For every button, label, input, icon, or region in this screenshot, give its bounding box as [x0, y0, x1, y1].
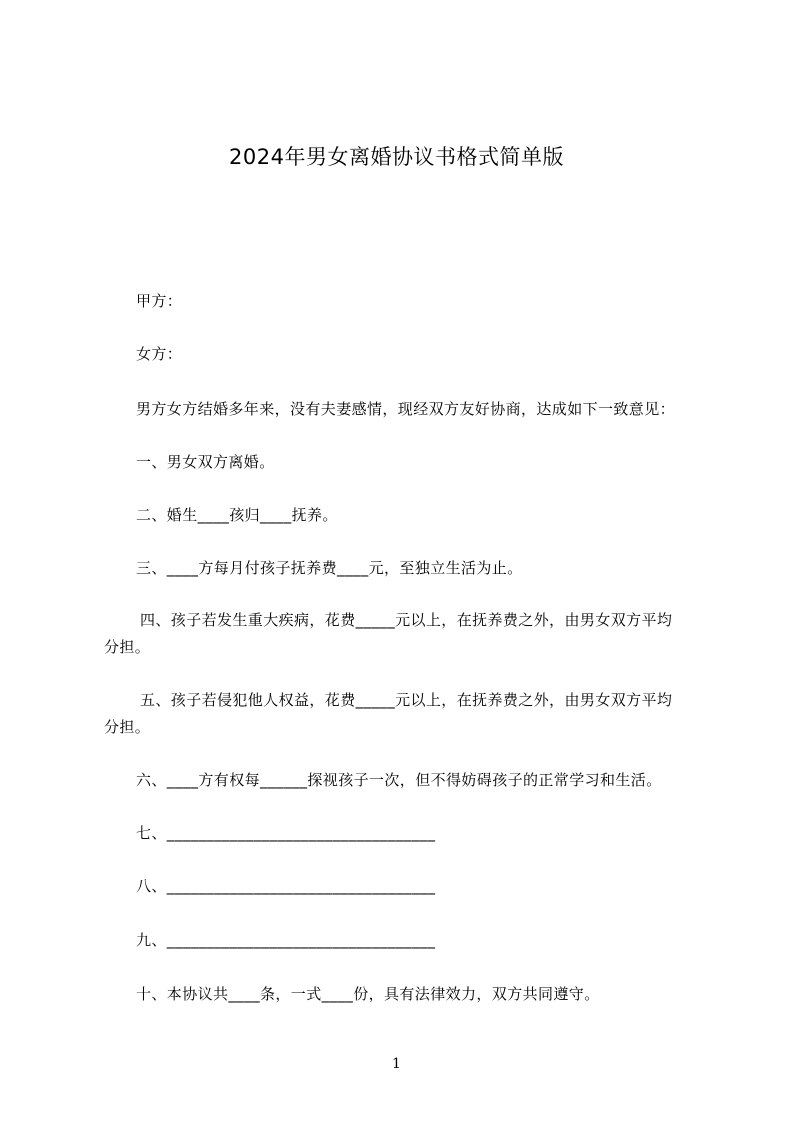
intro-paragraph: 男方女方结婚多年来，没有夫妻感情，现经双方友好协商，达成如下一致意见：: [136, 400, 676, 418]
clause-4-line-2: 分担。: [104, 638, 151, 656]
document-title: 2024年男女离婚协议书格式简单版: [229, 145, 564, 169]
clause-4-line-1: 四、孩子若发生重大疾病，花费_____元以上，在抚养费之外，由男女双方平均: [140, 611, 673, 629]
clause-5-line-2: 分担。: [104, 718, 151, 736]
clause-3: 三、____方每月付孩子抚养费____元，至独立生活为止。: [136, 559, 523, 577]
clause-9: 九、__________________________________: [136, 931, 436, 949]
clause-1: 一、男女双方离婚。: [136, 453, 275, 471]
clause-10: 十、本协议共____条，一式____份，具有法律效力，双方共同遵守。: [136, 985, 600, 1003]
clause-7: 七、__________________________________: [136, 824, 436, 842]
clause-8: 八、__________________________________: [136, 877, 436, 895]
page-number: 1: [392, 1056, 401, 1072]
party-b-line: 女方：: [136, 345, 183, 363]
clause-6: 六、____方有权每______探视孩子一次，但不得妨碍孩子的正常学习和生活。: [136, 771, 662, 789]
party-a-line: 甲方：: [136, 292, 183, 310]
clause-5-line-1: 五、孩子若侵犯他人权益，花费_____元以上，在抚养费之外，由男女双方平均: [140, 691, 673, 709]
clause-2: 二、婚生____孩归____抚养。: [136, 506, 338, 524]
